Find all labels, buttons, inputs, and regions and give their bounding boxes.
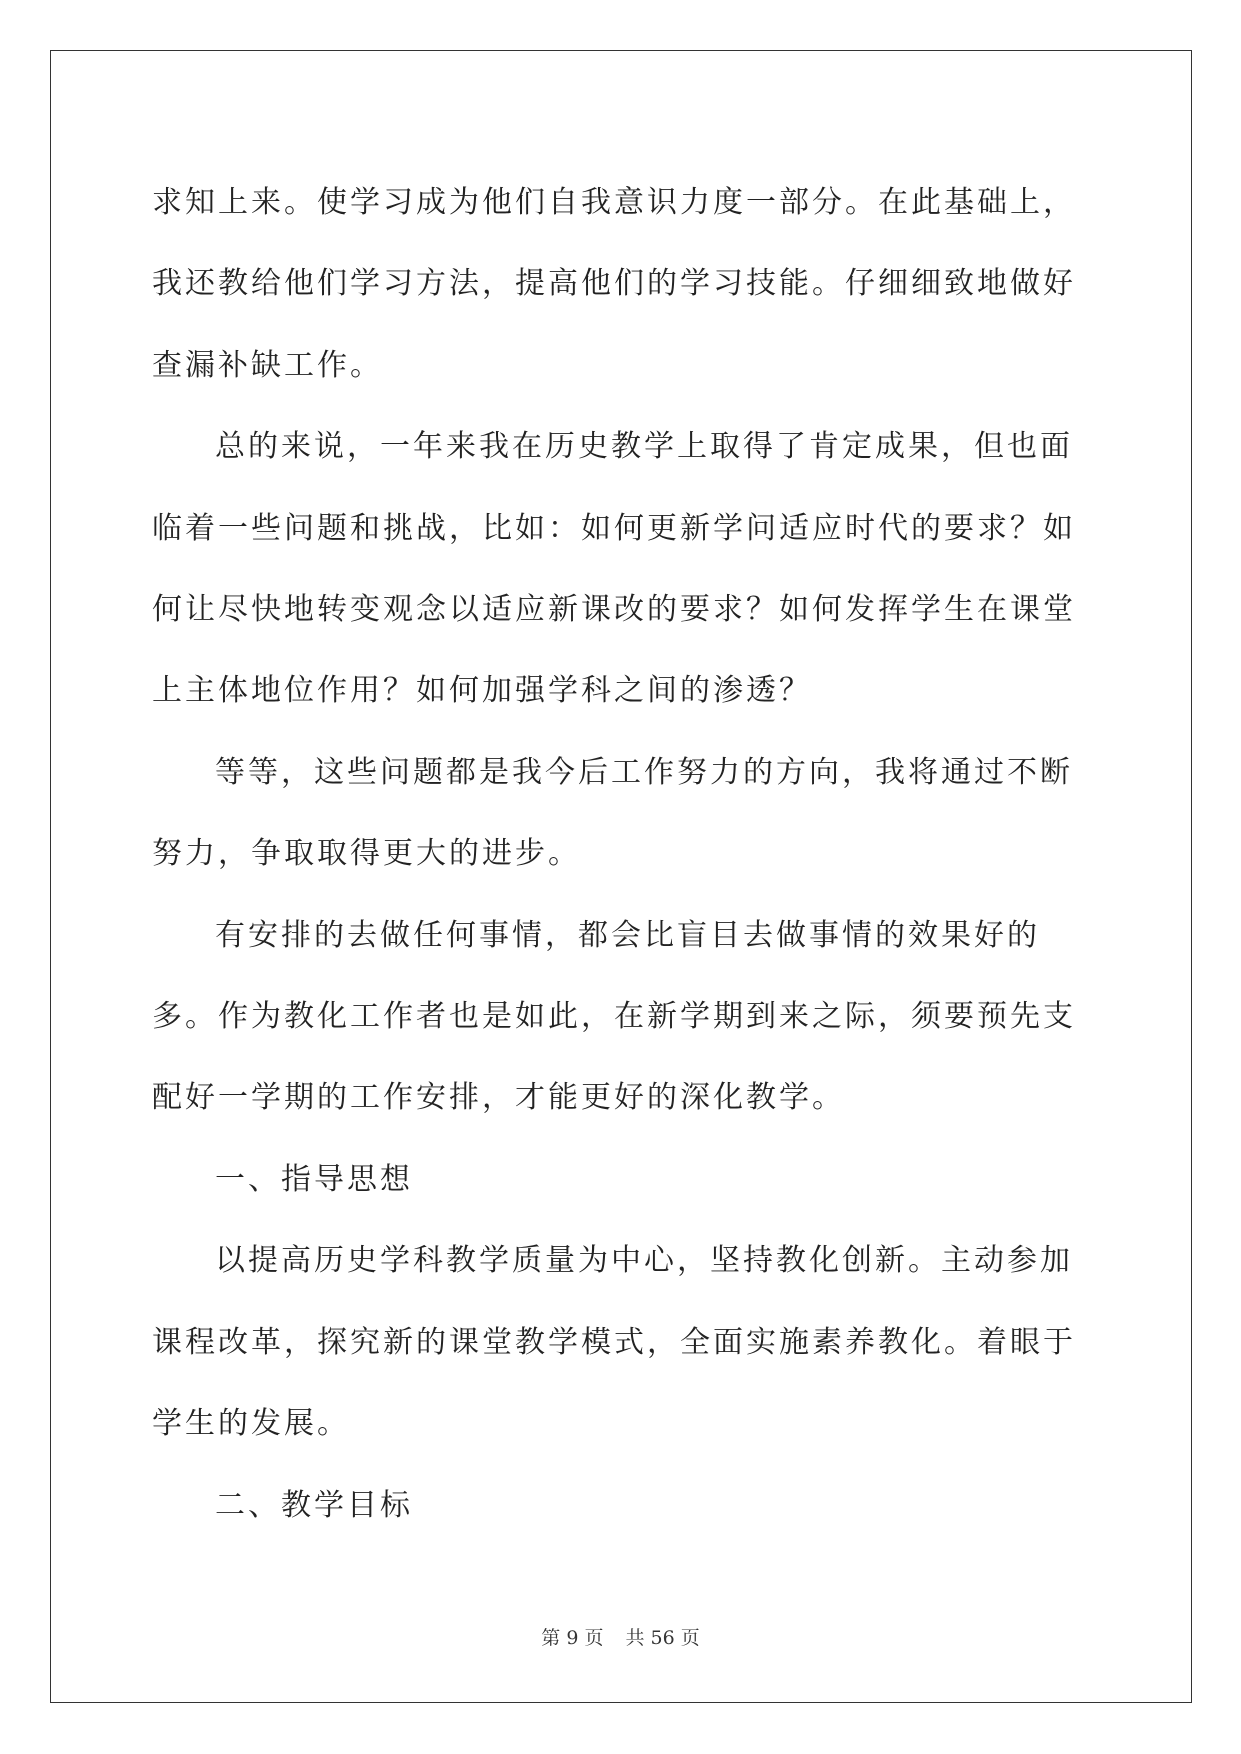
paragraph-3: 等等，这些问题都是我今后工作努力的方向，我将通过不断努力，争取取得更大的进步。 <box>152 754 1073 872</box>
section-heading-teaching-goals: 二、教学目标 <box>215 1487 413 1523</box>
page-footer <box>0 1623 1241 1650</box>
paragraph-2: 总的来说，一年来我在历史教学上取得了肯定成果，但也面临着一些问题和挑战，比如：如何更新学问适应时代的要求？如何让尽快地转变观念以适应新课改的要求？如何发挥学生在课堂上主体地位作用？如何加强学科之间的渗透？ <box>152 429 1076 709</box>
section-heading-guiding-ideology: 一、指导思想 <box>215 1161 413 1197</box>
page-total: 共 56 页 <box>625 1627 700 1649</box>
page-number: 第 9 页 <box>541 1627 604 1649</box>
paragraph-1: 求知上来。使学习成为他们自我意识力度一部分。在此基础上，我还教给他们学习方法，提高他们的学习技能。仔细细致地做好查漏补缺工作。 <box>152 185 1076 383</box>
paragraph-5: 以提高历史学科教学质量为中心，坚持教化创新。主动参加课程改革，探究新的课堂教学模式，全面实施素养教化。着眼于学生的发展。 <box>152 1243 1076 1442</box>
document-body <box>152 162 1092 1546</box>
paragraph-4: 有安排的去做任何事情，都会比盲目去做事情的效果好的多。作为教化工作者也是如此，在新学期到来之际，须要预先支配好一学期的工作安排，才能更好的深化教学。 <box>152 917 1076 1116</box>
